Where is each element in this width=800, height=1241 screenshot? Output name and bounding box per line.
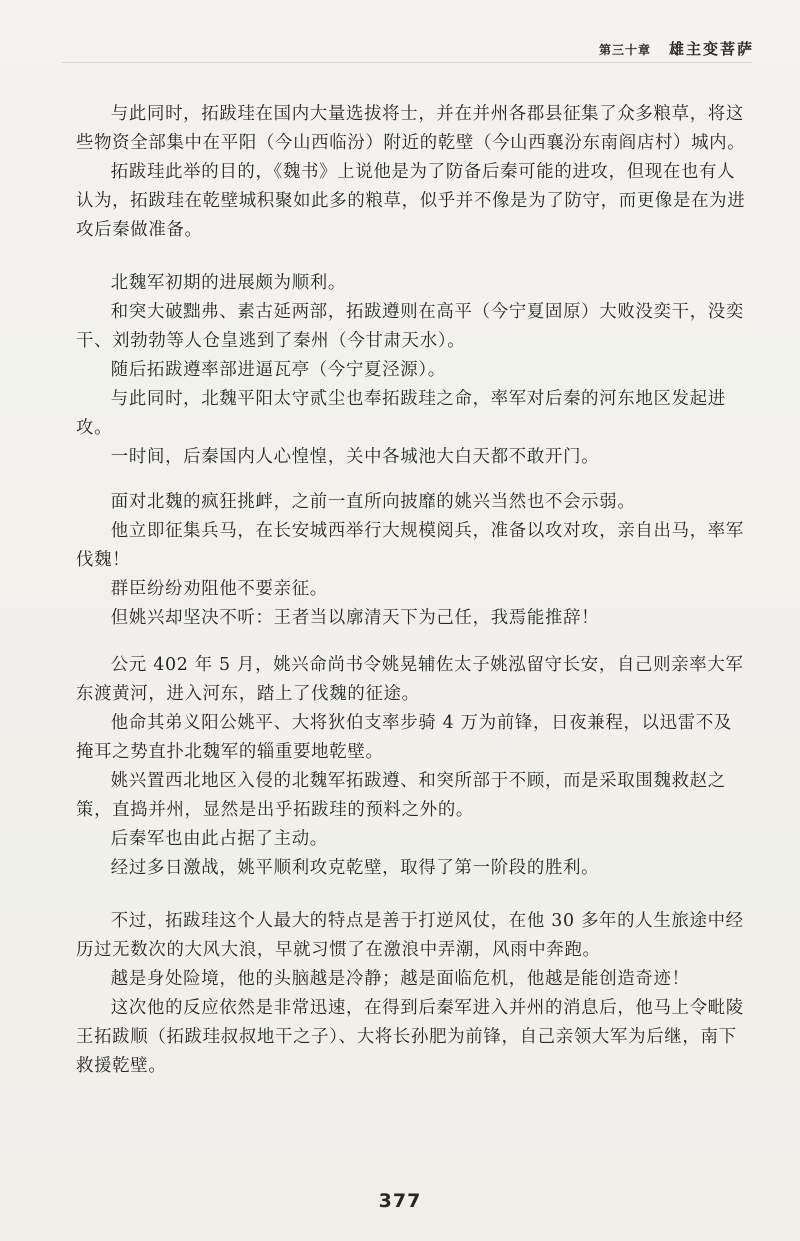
header-divider [62,62,752,63]
paragraph: 这次他的反应依然是非常迅速，在得到后秦军进入并州的消息后，他马上令毗陵王拓跋顺（拓跋珪叔叔地干之子）、大将长孙肥为前锋，自己亲领大军为后继，南下救援乾壁。 [76,998,744,1076]
paragraph: 他立即征集兵马，在长安城西举行大规模阅兵，准备以攻对攻，亲自出马，率军伐魏！ [76,521,744,570]
section-gap [76,245,746,269]
paragraph: 公元 402 年 5 月，姚兴命尚书令姚晃辅佐太子姚泓留守长安，自己则亲率大军东渡黄河，进入河东，踏上了伐魏的征途。 [76,655,744,704]
chapter-label: 第三十章 [598,43,651,57]
paragraph: 随后拓跋遵率部进逼瓦亭（今宁夏泾源）。 [110,360,446,380]
section-gap [76,633,746,651]
section-gap [76,883,746,907]
paragraph: 群臣纷纷劝阻他不要亲征。 [110,579,328,599]
paragraph: 拓跋珪此举的目的，《魏书》上说他是为了防备后秦可能的进攻，但现在也有人认为，拓跋珪在乾壁城积聚如此多的粮草，似乎并不像是为了防守，而更像是在为进攻后秦做准备。 [76,162,746,240]
paragraph: 不过，拓跋珪这个人最大的特点是善于打逆风仗，在他 30 多年的人生旅途中经历过无数次的大风大浪，早就习惯了在激浪中弄潮，风雨中奔跑。 [76,911,744,960]
paragraph: 一时间，后秦国内人心惶惶，关中各城池大白天都不敢开门。 [110,447,600,467]
paragraph: 他命其弟义阳公姚平、大将狄伯支率步骑 4 万为前锋，日夜兼程，以迅雷不及掩耳之势直扑北魏军的辎重要地乾壁。 [76,713,733,762]
paragraph: 面对北魏的疯狂挑衅，之前一直所向披靡的姚兴当然也不会示弱。 [110,492,636,512]
page-number: 377 [378,1190,422,1212]
paragraph: 经过多日激战，姚平顺利攻克乾壁，取得了第一阶段的胜利。 [110,858,600,878]
paragraph: 越是身处险境，他的头脑越是冷静；越是面临危机，他越是能创造奇迹！ [110,969,690,989]
paragraph: 但姚兴却坚决不听：王者当以廓清天下为己任，我焉能推辞！ [110,608,600,628]
paragraph: 与此同时，北魏平阳太守贰尘也奉拓跋珪之命，率军对后秦的河东地区发起进攻。 [76,389,726,438]
section-gap [76,472,746,488]
chapter-title: 雄主变菩萨 [668,40,754,58]
paragraph: 后秦军也由此占据了主动。 [110,829,328,849]
paragraph: 与此同时，拓跋珪在国内大量选拔将士，并在并州各郡县征集了众多粮草，将这些物资全部集中在平阳（今山西临汾）附近的乾壁（今山西襄汾东南阎店村）城内。 [76,104,746,153]
paragraph: 姚兴置西北地区入侵的北魏军拓跋遵、和突所部于不顾，而是采取围魏救赵之策，直捣并州，显然是出乎拓跋珪的预料之外的。 [76,771,726,820]
paragraph: 和突大破黜弗、素古延两部，拓跋遵则在高平（今宁夏固原）大败没奕干，没奕干、刘勃勃等人仓皇逃到了秦州（今甘肃天水）。 [76,302,744,351]
body-text [76,100,746,1081]
running-header [599,38,754,59]
paragraph: 北魏军初期的进展颇为顺利。 [110,273,346,293]
